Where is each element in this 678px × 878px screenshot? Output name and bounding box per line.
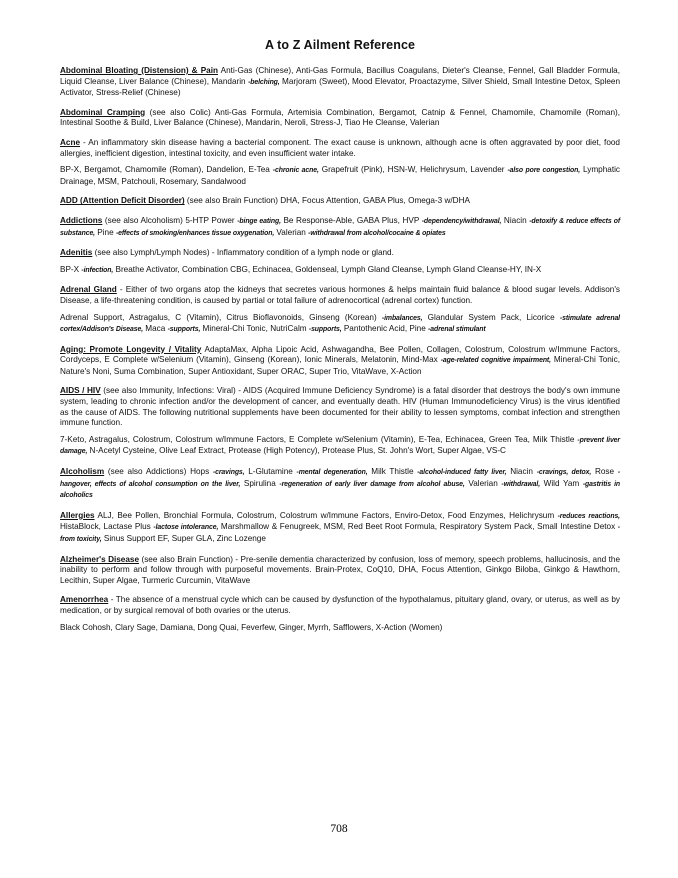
entry-text: L-Glutamine	[244, 467, 297, 477]
remedy-note: -also pore congestion,	[507, 167, 581, 175]
entry-text: - An inflammatory skin disease having a bacterial component. The exact cause is unknown, although acne is often aggravated by poor diet, food allergies, inefficient digestion, intestinal toxicity, and even insufficient water intake.	[60, 137, 620, 158]
remedy-note: -infection,	[81, 266, 114, 274]
ailment-entry	[60, 467, 620, 502]
remedy-note: -hangover, effects of alcohol consumption on the liver,	[60, 469, 621, 488]
entry-text: Black Cohosh, Clary Sage, Damiana, Dong Quai, Feverfew, Ginger, Myrrh, Safflowers, X-Action (Women)	[60, 622, 443, 632]
entry-paragraph	[60, 108, 620, 129]
entry-text: 7-Keto, Astragalus, Colostrum, Colostrum w/Immune Factors, E Complete w/Selenium (Vitamin), E-Tea, Echinacea, Green Tea, Milk Thistle	[60, 434, 578, 444]
entry-text: Rose	[591, 467, 618, 477]
remedy-note: -binge eating,	[237, 217, 281, 225]
ailment-entry	[60, 511, 620, 546]
entry-paragraph	[60, 435, 620, 458]
entry-paragraph	[60, 386, 620, 428]
ailment-heading: Acne	[60, 137, 81, 147]
entry-paragraph	[60, 285, 620, 306]
entry-text: - Either of two organs atop the kidneys that secretes various hormones & helps maintain fluid balance & blood sugar levels. Addison's Disease, a life-threatening condition, is caused by partial or total failure of adrenocortical (adrenal cortex) function.	[60, 285, 620, 305]
entry-text: (see also Brain Function) DHA, Focus Attention, GABA Plus, Omega-3 w/DHA	[184, 196, 470, 206]
ailment-heading: Aging: Promote Longevity / Vitality	[60, 344, 202, 354]
page-number: 708	[330, 823, 348, 835]
entry-text: Milk Thistle	[367, 467, 418, 477]
entry-text: Adrenal Support, Astragalus, C (Vitamin), Citrus Bioflavonoids, Ginseng (Korean)	[60, 312, 382, 322]
remedy-note: -reduces reactions,	[557, 512, 620, 520]
entry-text: Be Response-Able, GABA Plus, HVP	[280, 215, 422, 225]
entry-text: Niacin	[501, 215, 530, 225]
ailment-entry	[60, 386, 620, 458]
entry-paragraph	[60, 265, 620, 277]
entry-text: Grapefruit (Pink), HSN-W, Helichrysum, Lavender	[318, 165, 508, 175]
remedy-note: -adrenal stimulant	[428, 326, 486, 334]
entry-text: Sinus Support EF, Super GLA, Zinc Lozenge	[101, 534, 266, 543]
entry-paragraph	[60, 248, 620, 259]
remedy-note: -lactose intolerance,	[153, 524, 219, 532]
entry-text: Maca	[143, 324, 168, 334]
ailment-entry	[60, 196, 620, 207]
entry-text: Pine	[95, 227, 116, 237]
remedy-note: -age-related cognitive impairment,	[440, 357, 551, 365]
remedy-note: -prevent liver damage,	[60, 436, 620, 456]
entry-paragraph	[60, 66, 620, 99]
remedy-note: -alcohol-induced fatty liver,	[417, 469, 507, 477]
ailment-entry	[60, 216, 620, 239]
entry-text: Breathe Activator, Combination CBG, Echinacea, Goldenseal, Lymph Gland Cleanse, Lymph Gland Cleanse-HY, IN-X	[113, 264, 542, 274]
ailment-heading: Adenitis	[60, 248, 93, 258]
entry-text: Mineral-Chi Tonic, Nature's Noni, Suma Combination, Super Antioxidant, Super ORAC, Super Trio, VitaWave, X-Action	[60, 355, 620, 376]
remedy-note: -gastritis in alcoholics	[60, 480, 621, 500]
entry-text: Lymphatic Drainage, MSM, Patchouli, Rosemary, Sandalwood	[60, 165, 621, 186]
entry-text: (see also Brain Function) - Pre-senile dementia characterized by confusion, loss of memory, speech problems, hallucinosis, and the inability to perform and follow through with purposeful movements. Brain-Protex, CoQ10, DHA, Focus Attention, Ginkgo Biloba, Ginkgo & Hawthorn, Lecithin, Super Algae, Turmeric Curcumin, VitaWave	[60, 554, 620, 585]
entry-paragraph	[60, 623, 620, 634]
remedy-note: -detoxify & reduce effects of substance,	[60, 217, 621, 237]
ailment-heading: Abdominal Bloating (Distension) & Pain	[60, 66, 218, 75]
entry-text: Marjoram (Sweet), Mood Elevator, Proactazyme, Silver Shield, Small Intestine Detox, Spleen Activator, Stress-Relief (Chinese)	[60, 76, 620, 98]
remedy-note: -regeneration of early liver damage from alcohol abuse,	[279, 480, 465, 488]
entry-text: HistaBlock, Lactase Plus	[60, 522, 154, 532]
ailment-heading: Amenorrhea	[60, 595, 109, 605]
remedy-note: -dependency/withdrawal,	[421, 217, 502, 225]
entry-text: Valerian	[274, 227, 309, 237]
entry-text: Niacin	[506, 467, 537, 477]
entry-text: Glandular System Pack, Licorice	[422, 312, 560, 322]
ailment-entry	[60, 285, 620, 335]
remedy-note: -cravings,	[212, 469, 245, 477]
ailment-heading: Abdominal Cramping	[60, 107, 146, 117]
page-title: A to Z Ailment Reference	[264, 38, 416, 52]
entry-text: (see also Lymph/Lymph Nodes) - Inflammatory condition of a lymph node or gland.	[92, 248, 394, 258]
entry-paragraph	[60, 595, 620, 616]
entry-text: Valerian	[464, 478, 502, 488]
remedy-note: -cravings, detox,	[536, 469, 592, 477]
ailment-heading: AIDS / HIV	[60, 386, 101, 396]
entry-paragraph	[60, 138, 620, 159]
ailment-entry	[60, 595, 620, 633]
ailment-entry	[60, 345, 620, 378]
remedy-note: -belching,	[248, 78, 280, 86]
entry-paragraph	[60, 345, 620, 378]
ailment-heading: Alcoholism	[60, 467, 105, 477]
remedy-note: -supports,	[167, 326, 201, 334]
entry-text: Anti-Gas (Chinese), Anti-Gas Formula, Bacillus Coagulans, Dieter's Cleanse, Fennel, Gall Bladder Formula, Liquid Cleanse, Liver Balance (Chinese), Mandarin	[60, 66, 620, 86]
entry-text: AdaptaMax, Alpha Lipoic Acid, Ashwagandha, Bee Pollen, Collagen, Colostrum, Colostrum w/Immune Factors, Cordyceps, E Complete w/Selenium (Vitamin), Ginseng (Korean), Ionic Minerals, Melatonin, Mind-Max	[60, 344, 620, 365]
entry-paragraph	[60, 216, 620, 239]
remedy-note: -withdrawal from alcohol/cocaine & opiates	[308, 229, 446, 237]
ailment-heading: Alzheimer's Disease	[60, 554, 140, 564]
remedy-note: -withdrawal,	[501, 480, 541, 488]
ailment-heading: ADD (Attention Deficit Disorder)	[60, 196, 185, 206]
entry-paragraph	[60, 313, 620, 336]
entry-text: - The absence of a menstrual cycle which can be caused by dysfunction of the hypothalamus, pituitary gland, ovary, or uterus, as well as by medication, or by surgical removal of both ovaries or the uterus.	[60, 595, 620, 615]
entry-paragraph	[60, 511, 620, 546]
remedy-note: -effects of smoking/enhances tissue oxygenation,	[115, 229, 275, 237]
entry-text: Mineral-Chi Tonic, NutriCalm	[200, 324, 309, 334]
entry-text: (see also Immunity, Infections: Viral) - AIDS (Acquired Immune Deficiency Syndrome) is a fatal disorder that destroys the body's own immune system, leading to chronic infection and/or the development of cancer, and eventually death. HIV (Human Immunodeficiency Virus) is the virus identified as the cause of AIDS. The following nutritional supplements have been documented for their ability to lessen symptoms, combat infection and strengthen immune function.	[60, 386, 620, 428]
remedy-note: -from toxicity,	[60, 524, 620, 543]
remedy-note: -imbalances,	[381, 314, 423, 322]
entry-text: Spirulina	[240, 478, 280, 488]
ailment-entry	[60, 66, 620, 99]
ailment-entry	[60, 138, 620, 187]
entry-text: Pantothenic Acid, Pine	[341, 324, 429, 334]
ailment-entry	[60, 108, 620, 129]
remedy-note: -supports,	[308, 326, 342, 334]
entry-paragraph	[60, 467, 620, 502]
entry-paragraph	[60, 165, 620, 187]
entry-text: BP-X, Bergamot, Chamomile (Roman), Dandelion, E-Tea	[60, 165, 273, 175]
ailment-entry-list	[60, 66, 620, 633]
ailment-heading: Allergies	[60, 510, 95, 520]
entry-text: Marshmallow & Fenugreek, MSM, Red Beet Root Formula, Respiratory System Pack, Small Intestine Detox	[218, 522, 618, 532]
entry-text: BP-X	[60, 264, 82, 274]
remedy-note: -stimulate adrenal cortex/Addison's Disease,	[60, 314, 620, 334]
ailment-entry	[60, 555, 620, 587]
entry-text: (see also Colic) Anti-Gas Formula, Artemisia Combination, Bergamot, Catnip & Fennel, Chamomile, Chamomile (Roman), Intestinal Soothe & Build, Liver Balance (Chinese), Mandarin, Neroli, Stress-J, Tiao He Cleanse, Valerian	[60, 107, 620, 128]
ailment-heading: Addictions	[60, 215, 103, 225]
ailment-entry	[60, 248, 620, 276]
entry-text: (see also Alcoholism) 5-HTP Power	[102, 215, 238, 225]
entry-text: N-Acetyl Cysteine, Olive Leaf Extract, Protease (High Potency), Protease Plus, St. John's Wort, Super Algae, VS-C	[87, 446, 506, 456]
ailment-heading: Adrenal Gland	[60, 285, 117, 295]
entry-paragraph	[60, 196, 620, 207]
entry-text: Wild Yam	[540, 478, 583, 488]
remedy-note: -chronic acne,	[272, 167, 319, 175]
entry-text: (see also Addictions) Hops	[104, 467, 213, 477]
entry-paragraph	[60, 555, 620, 587]
entry-text: ALJ, Bee Pollen, Bronchial Formula, Colostrum, Colostrum w/Immune Factors, Enviro-Detox, Food Enzymes, Helichrysum	[94, 510, 558, 520]
remedy-note: -mental degeneration,	[296, 469, 368, 477]
